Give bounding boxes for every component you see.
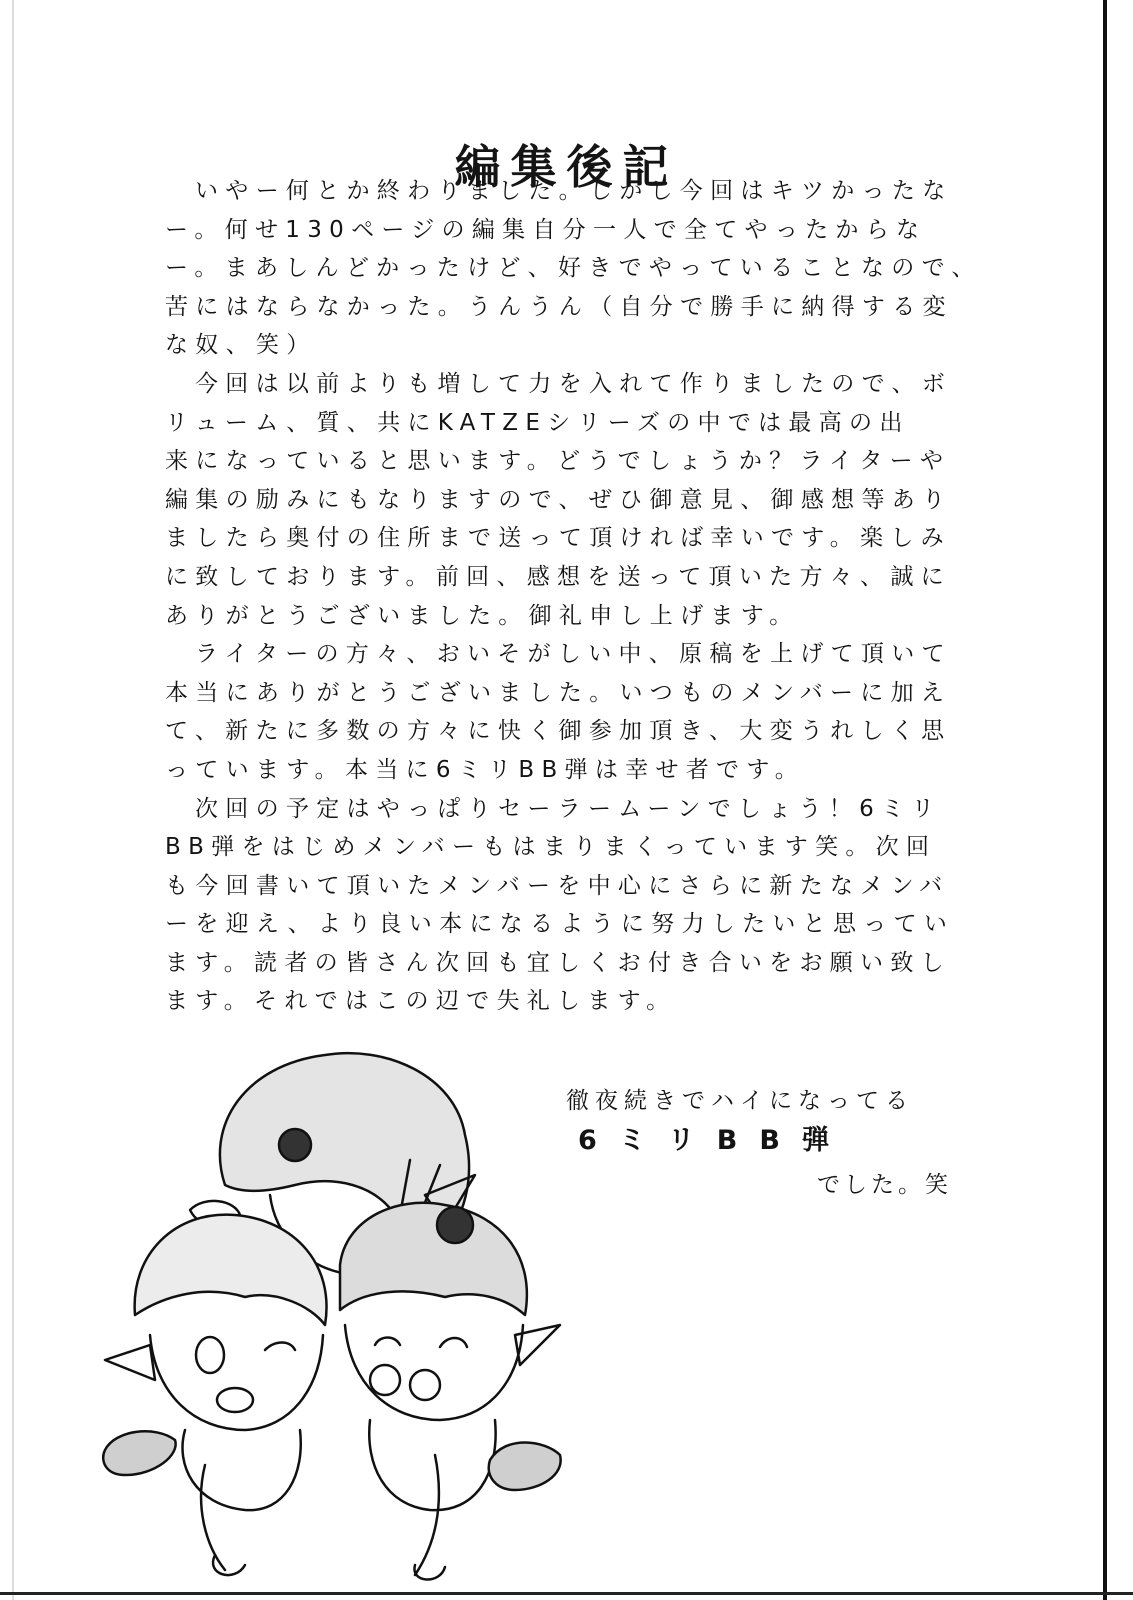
right-character-glasses-right-icon xyxy=(410,1370,440,1400)
right-character-eye-left xyxy=(375,1338,400,1346)
left-character-face xyxy=(150,1335,323,1430)
signature-line-1: 徹夜続きでハイになってる xyxy=(566,1088,914,1114)
afterword-line: ー。何せ130ページの編集自分一人で全てやったからな xyxy=(165,216,927,243)
afterword-line: ます。読者の皆さん次回も宜しくお付き合いをお願い致し xyxy=(165,949,951,976)
right-character-arm xyxy=(415,1455,439,1575)
right-character-body xyxy=(369,1420,495,1510)
afterword-line: 苦にはならなかった。うんうん（自分で勝手に納得する変 xyxy=(165,293,953,320)
afterword-body xyxy=(165,172,980,1021)
afterword-line: て、新たに多数の方々に快く御参加頂き、大変うれしく思 xyxy=(165,718,952,745)
afterword-line: ます。それではこの辺で失礼します。 xyxy=(165,988,677,1015)
afterword-line: ーを迎え、より良い本になるように努力したいと思ってい xyxy=(165,911,955,938)
right-character-eye-right xyxy=(440,1338,467,1347)
afterword-line: っています。本当に6ミリBB弾は幸せ者です。 xyxy=(165,756,806,783)
page-title: 編集後記 xyxy=(454,139,679,194)
page-left-edge xyxy=(12,0,14,1600)
afterword-line: いやー何とか終わりました。しかし今回はキツかったな xyxy=(195,178,953,204)
afterword-line: ライターの方々、おいそがしい中、原稿を上げて頂いて xyxy=(195,641,952,668)
left-character-ear xyxy=(105,1345,155,1380)
afterword-line: に致しております。前回、感想を送って頂いた方々、誠に xyxy=(165,563,951,590)
page-bottom-border xyxy=(0,1592,1133,1595)
right-character-shoe xyxy=(489,1443,561,1491)
right-character-glasses-left-icon xyxy=(370,1365,400,1395)
left-character-eye xyxy=(196,1337,224,1373)
afterword-line: 本当にありがとうございました。いつものメンバーに加え xyxy=(165,679,952,706)
top-character-hair xyxy=(220,1053,469,1225)
afterword-line: も今回書いて頂いたメンバーを中心にさらに新たなメンバ xyxy=(165,872,950,899)
afterword-line: 次回の予定はやっぱりセーラームーンでしょう！6ミリ xyxy=(195,795,942,822)
left-character-mouth xyxy=(217,1388,253,1412)
right-character-hair-ornament-icon xyxy=(437,1207,473,1243)
afterword-line: な奴、笑） xyxy=(165,332,317,359)
left-character-wink xyxy=(265,1343,295,1351)
afterword-line: 編集の励みにもなりますので、ぜひ御意見、御感想等あり xyxy=(165,486,953,513)
page-right-border xyxy=(1103,0,1107,1600)
left-character-hair xyxy=(135,1215,327,1325)
left-character-shoe xyxy=(103,1431,175,1475)
top-character-headband-icon xyxy=(279,1129,311,1161)
left-character-arm xyxy=(201,1465,225,1570)
afterword-line: 今回は以前よりも増して力を入れて作りましたので、ボ xyxy=(195,370,953,397)
signature-line-3: でした。笑 xyxy=(817,1172,952,1198)
afterword-line: ましたら奥付の住所まで送って頂ければ幸いです。楽しみ xyxy=(165,525,951,552)
afterword-line: リューム、質、共にKATZEシリーズの中では最高の出 xyxy=(165,409,910,436)
afterword-line: ー。まあしんどかったけど、好きでやっていることなので、 xyxy=(165,255,982,282)
signature-author-name: 6ミリBB弾 xyxy=(578,1125,851,1156)
afterword-line: ありがとうございました。御礼申し上げます。 xyxy=(165,602,800,629)
chibi-characters-illustration xyxy=(95,1035,575,1585)
afterword-line: 来になっていると思います。どうでしょうか？ライターや xyxy=(165,448,951,475)
afterword-line: BB弾をはじめメンバーもはまりまくっています笑。次回 xyxy=(165,834,937,861)
right-character-hair xyxy=(340,1203,527,1315)
